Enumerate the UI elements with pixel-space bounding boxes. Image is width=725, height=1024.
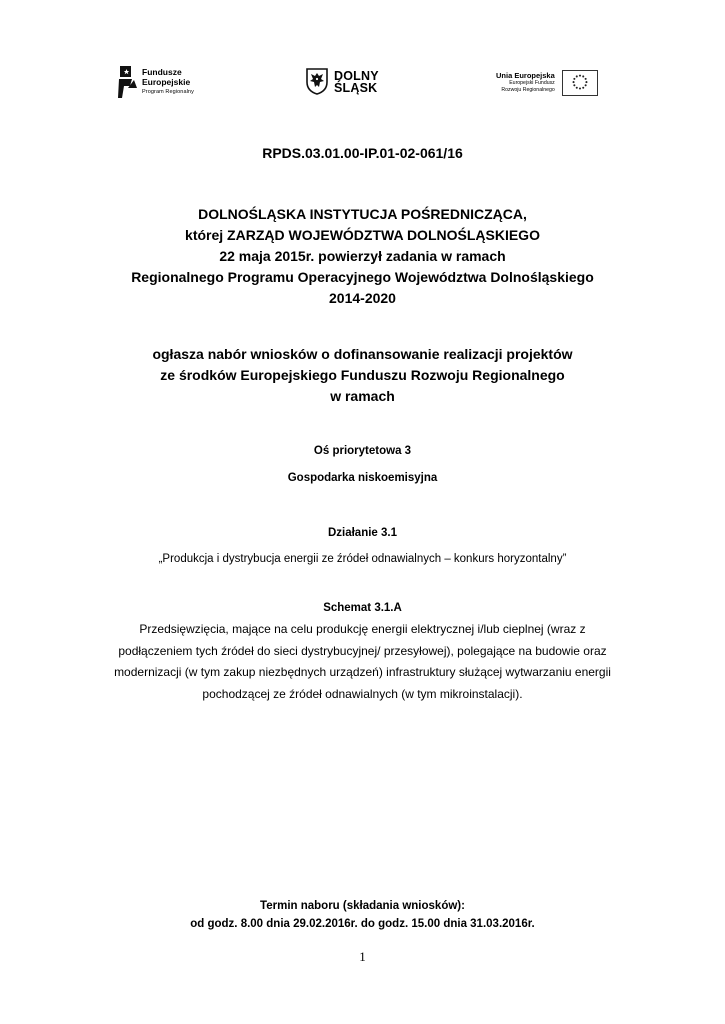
unia-europejska-wordmark — [496, 72, 555, 94]
page-number: 1 — [359, 949, 366, 964]
announcement-block — [40, 344, 685, 407]
fundusze-europejskie-wordmark — [142, 67, 194, 97]
priority-axis-label: Oś priorytetowa 3 — [313, 445, 412, 457]
dolny-slask-wordmark — [334, 70, 379, 94]
fe-line1: Fundusze — [142, 67, 182, 77]
institution-line: DOLNOŚLĄSKA INSTYTUCJA POŚREDNICZĄCA, — [198, 206, 527, 222]
institution-line: Regionalnego Programu Operacyjnego Województwa Dolnośląskiego — [131, 269, 594, 285]
eagle-coat-of-arms-icon — [306, 68, 328, 95]
ue-line3: Rozwoju Regionalnego — [501, 87, 555, 93]
scheme-description: Przedsięwzięcia, mające na celu produkcję energii elektrycznej i/lub cieplnej (wraz z podłączeniem tych źródeł do sieci dystrybucyjnej/ przesyłowej), polegające na budowie oraz modernizacji (w tym zakup niezbędnych urządzeń) infrastruktury służącej wytwarzaniu energii pochodzącej ze źródeł odnawialnych (w tym mikroinstalacji). — [114, 622, 611, 701]
ds-line2: ŚLĄSK — [334, 80, 378, 95]
institution-line: 22 maja 2015r. powierzył zadania w ramach — [219, 248, 506, 264]
institution-line: 2014-2020 — [329, 290, 396, 306]
measure-name: „Produkcja i dystrybucja energii ze źródeł odnawialnych – konkurs horyzontalny” — [158, 553, 567, 565]
institution-line: której ZARZĄD WOJEWÓDZTWA DOLNOŚLĄSKIEGO — [185, 227, 540, 243]
fundusze-europejskie-icon — [118, 66, 138, 98]
announcement-line: w ramach — [330, 388, 395, 404]
ds-line1: DOLNY — [334, 68, 379, 83]
announcement-line: ze środków Europejskiego Funduszu Rozwoju Regionalnego — [160, 367, 565, 383]
ue-line2: Europejski Fundusz — [509, 80, 555, 86]
fe-line3: Program Regionalny — [142, 89, 194, 95]
ue-line1: Unia Europejska — [496, 71, 555, 80]
deadline-value: od godz. 8.00 dnia 29.02.2016r. do godz. 15.00 dnia 31.03.2016r. — [190, 918, 535, 930]
fundusze-europejskie-logo — [118, 66, 194, 98]
priority-axis-name: Gospodarka niskoemisyjna — [287, 472, 438, 484]
reference-number: RPDS.03.01.00-IP.01-02-061/16 — [262, 145, 463, 161]
measure-label: Działanie 3.1 — [327, 527, 398, 539]
dolny-slask-logo — [306, 68, 379, 95]
institution-block — [40, 204, 685, 309]
announcement-line: ogłasza nabór wniosków o dofinansowanie realizacji projektów — [152, 346, 573, 362]
eu-flag-icon — [562, 70, 598, 96]
scheme-label: Schemat 3.1.A — [323, 602, 402, 614]
unia-europejska-logo — [496, 70, 598, 96]
fe-line2: Europejskie — [142, 77, 191, 87]
deadline-label: Termin naboru (składania wniosków): — [260, 900, 465, 912]
